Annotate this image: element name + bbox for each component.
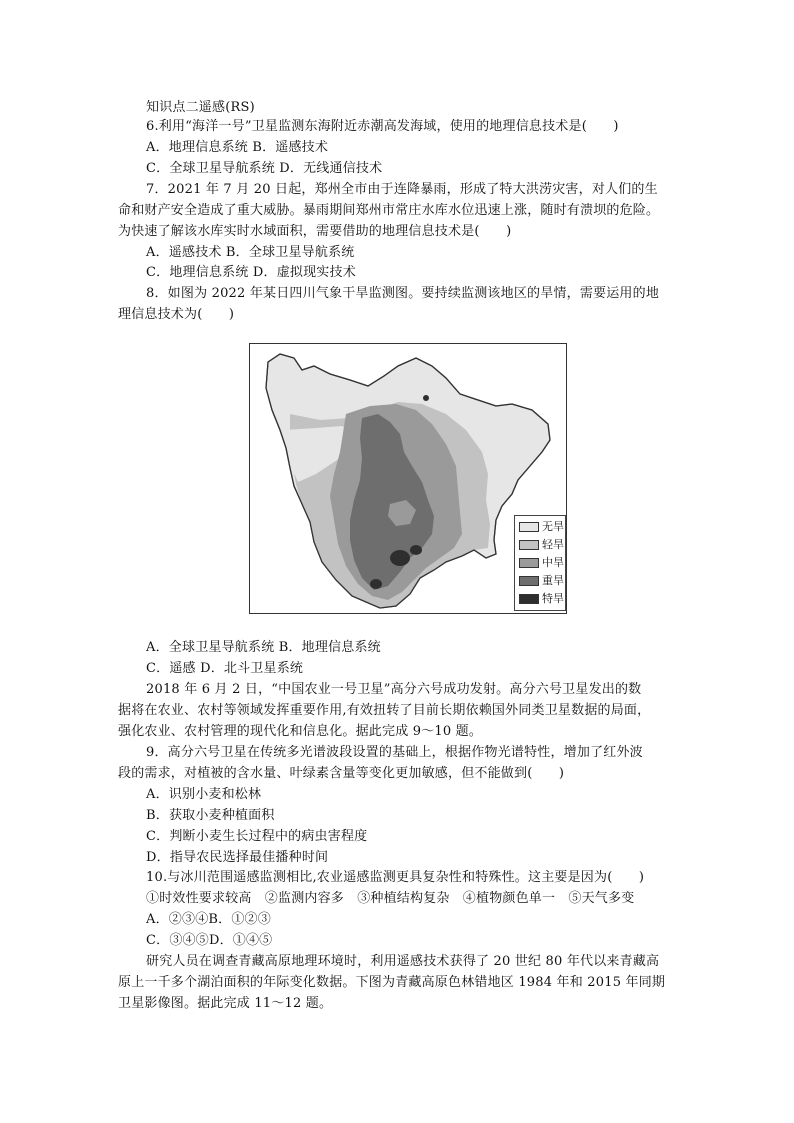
passage2-line3: 卫星影像图。据此完成 11～12 题。 — [118, 996, 333, 1011]
q9-option-a: A．识别小麦和松林 — [146, 787, 262, 802]
legend-item-light-drought — [519, 539, 564, 551]
legend-swatch — [519, 594, 539, 604]
q9-option-b: B．获取小麦种植面积 — [146, 808, 275, 823]
legend-swatch — [519, 540, 539, 550]
q7-stem-line1: 7．2021 年 7 月 20 日起，郑州全市由于连降暴雨，形成了特大洪涝灾害，对人们的生 — [146, 182, 658, 197]
legend-item-extreme-drought — [519, 593, 564, 605]
q6-options-ab: A．地理信息系统 B．遥感技术 — [146, 140, 329, 155]
legend-label: 中旱 — [542, 556, 564, 569]
legend-item-severe-drought — [519, 575, 564, 587]
legend-swatch — [519, 558, 539, 568]
legend-item-no-drought — [519, 521, 564, 533]
section-title: 知识点二遥感(RS) — [146, 100, 255, 115]
q9-stem-line2: 段的需求，对植被的含水量、叶绿素含量等变化更加敏感，但不能做到( ) — [118, 766, 565, 781]
legend-label: 无旱 — [542, 520, 564, 533]
passage2-line1: 研究人员在调查青藏高原地理环境时，利用遥感技术获得了 20 世纪 80 年代以来青藏高 — [146, 954, 660, 969]
q7-stem-line2: 命和财产安全造成了重大威胁。暴雨期间郑州市常庄水库水位迅速上涨，随时有溃坝的危险。 — [118, 203, 660, 218]
q8-stem-line1: 8．如图为 2022 年某日四川气象干旱监测图。要持续监测该地区的旱情，需要运用的地 — [146, 286, 660, 301]
q7-stem-line3: 为快速了解该水库实时水域面积，需要借助的地理信息技术是( ) — [118, 224, 512, 239]
legend-label: 特旱 — [542, 592, 564, 605]
map-legend — [514, 515, 566, 611]
passage2-line2: 原上一千多个湖泊面积的年际变化数据。下图为青藏高原色林错地区 1984 年和 2015 年同期 — [118, 975, 666, 990]
q6-stem: 6.利用“海洋一号”卫星监测东海附近赤潮高发海域，使用的地理信息技术是( ) — [146, 119, 619, 134]
legend-label: 轻旱 — [542, 538, 564, 551]
q9-option-d: D．指导农民选择最佳播种时间 — [146, 850, 329, 865]
passage1-line3: 强化农业、农村管理的现代化和信息化。据此完成 9～10 题。 — [118, 724, 483, 739]
q10-options-ab: A．②③④B．①②③ — [146, 912, 271, 927]
q8-stem-line2: 理信息技术为( ) — [118, 307, 235, 322]
q8-options-ab: A．全球卫星导航系统 B．地理信息系统 — [146, 640, 381, 655]
region-extreme-drought-3 — [370, 579, 382, 589]
legend-label: 重旱 — [542, 574, 564, 587]
q7-options-cd: C．地理信息系统 D．虚拟现实技术 — [146, 265, 356, 280]
q9-stem-line1: 9．高分六号卫星在传统多光谱波段设置的基础上，根据作物光谱特性，增加了红外波 — [146, 745, 643, 760]
q10-stem: 10.与冰川范围遥感监测相比,农业遥感监测更具复杂性和特殊性。这主要是因为( ) — [146, 870, 645, 885]
q9-option-c: C．判断小麦生长过程中的病虫害程度 — [146, 829, 368, 844]
q6-options-cd: C．全球卫星导航系统 D．无线通信技术 — [146, 161, 383, 176]
q7-options-ab: A．遥感技术 B．全球卫星导航系统 — [146, 245, 355, 260]
drought-map-figure — [249, 343, 567, 614]
q10-options-cd: C．③④⑤D．①④⑤ — [146, 933, 273, 948]
q10-items: ①时效性要求较高 ②监测内容多 ③种植结构复杂 ④植物颜色单一 ⑤天气多变 — [146, 891, 635, 906]
legend-swatch — [519, 576, 539, 586]
passage1-line2: 据将在农业、农村等领域发挥重要作用,有效扭转了目前长期依赖国外同类卫星数据的局面， — [118, 703, 651, 718]
legend-swatch — [519, 522, 539, 532]
legend-item-moderate-drought — [519, 557, 564, 569]
q8-options-cd: C．遥感 D．北斗卫星系统 — [146, 661, 304, 676]
region-extreme-drought-4 — [423, 395, 429, 401]
region-extreme-drought-2 — [410, 545, 422, 555]
passage1-line1: 2018 年 6 月 2 日，“中国农业一号卫星”高分六号成功发射。高分六号卫星发出的数 — [146, 682, 642, 697]
region-extreme-drought-1 — [390, 550, 410, 566]
